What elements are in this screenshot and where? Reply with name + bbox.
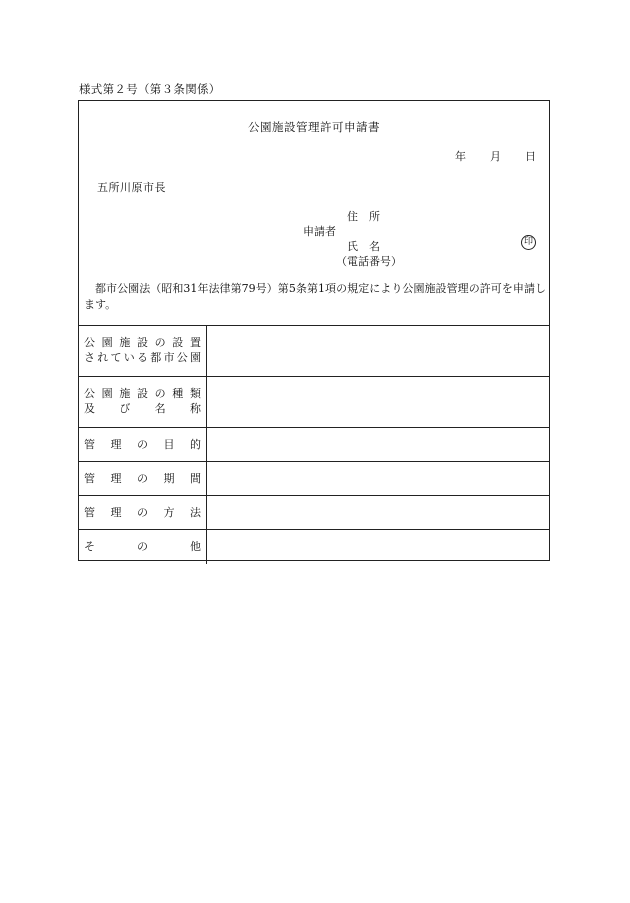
row-value-field[interactable] [207,530,549,564]
date-month-label: 月 [490,150,501,163]
row-label [79,462,207,495]
label-char: て [110,351,122,364]
label-char: 施 [119,387,131,400]
phone-label: （電話番号） [336,255,402,268]
label-char: の [137,472,148,485]
label-char: 園 [190,351,201,364]
label-char: 市 [163,351,175,364]
table-row [79,496,549,530]
label-char: る [137,351,148,364]
label-char: そ [84,540,95,553]
label-char: い [123,351,135,364]
row-label-line [84,505,201,520]
table-row [79,326,549,377]
label-char: 置 [189,336,201,349]
label-char: 目 [163,438,175,451]
label-char: の [154,336,166,349]
label-char: 理 [110,472,122,485]
label-char: 管 [84,506,95,519]
row-value-field[interactable] [207,428,549,461]
row-value-field[interactable] [207,496,549,529]
table-row [79,462,549,496]
label-char: さ [84,351,95,364]
label-char: 法 [190,506,201,519]
label-char: 設 [136,387,148,400]
label-char: の [137,540,148,553]
label-char: 理 [110,506,122,519]
label-char: 他 [190,540,201,553]
date-day-label: 日 [525,150,536,163]
label-char: 都 [150,351,162,364]
row-label [79,530,207,564]
label-char: れ [97,351,109,364]
name-label: 氏 名 [347,240,380,253]
label-char: 類 [189,387,201,400]
row-value-field[interactable] [207,462,549,495]
row-label-line [84,539,201,554]
label-char: 理 [110,438,122,451]
date-year-label: 年 [455,150,466,163]
label-char: 管 [84,438,95,451]
label-char: 方 [163,506,175,519]
label-char: の [154,387,166,400]
label-char: 公 [176,351,188,364]
row-label [79,496,207,529]
row-label [79,326,207,376]
row-value-field[interactable] [207,326,549,376]
label-char: 名 [154,402,166,415]
applicant-label: 申請者 [303,225,336,238]
label-char: 称 [189,402,201,415]
application-statement: 都市公園法（昭和31年法律第79号）第5条第1項の規定により公園施設管理の許可を申請します。 [84,282,546,311]
addressee: 五所川原市長 [97,181,166,194]
row-label-line [84,437,201,452]
label-char: 設 [136,336,148,349]
form-title: 公園施設管理許可申請書 [248,120,380,134]
label-char: の [137,438,148,451]
row-label-line [84,471,201,486]
label-char: 施 [119,336,131,349]
label-char: 期 [163,472,175,485]
label-char: 公 [84,336,95,349]
table-row [79,530,549,564]
label-char: び [119,402,131,415]
label-char: 園 [101,387,113,400]
row-label-line [84,401,201,416]
label-char: 種 [172,387,184,400]
row-label [79,377,207,427]
form-number-label: 様式第２号（第３条関係） [79,82,221,96]
row-value-field[interactable] [207,377,549,427]
label-char: 的 [190,438,201,451]
label-char: 管 [84,472,95,485]
row-label [79,428,207,461]
label-char: の [137,506,148,519]
row-label-line [84,386,201,401]
table-row [79,428,549,462]
label-char: 園 [101,336,113,349]
address-label: 住 所 [347,210,380,223]
seal-mark: 印 [521,235,536,250]
application-details-table [79,325,549,564]
label-char: 間 [190,472,201,485]
label-char: 及 [84,402,95,415]
row-label-line [84,350,201,365]
label-char: 公 [84,387,95,400]
row-label-line [84,335,201,350]
label-char: 設 [172,336,184,349]
table-row [79,377,549,428]
application-form-frame [78,100,550,561]
